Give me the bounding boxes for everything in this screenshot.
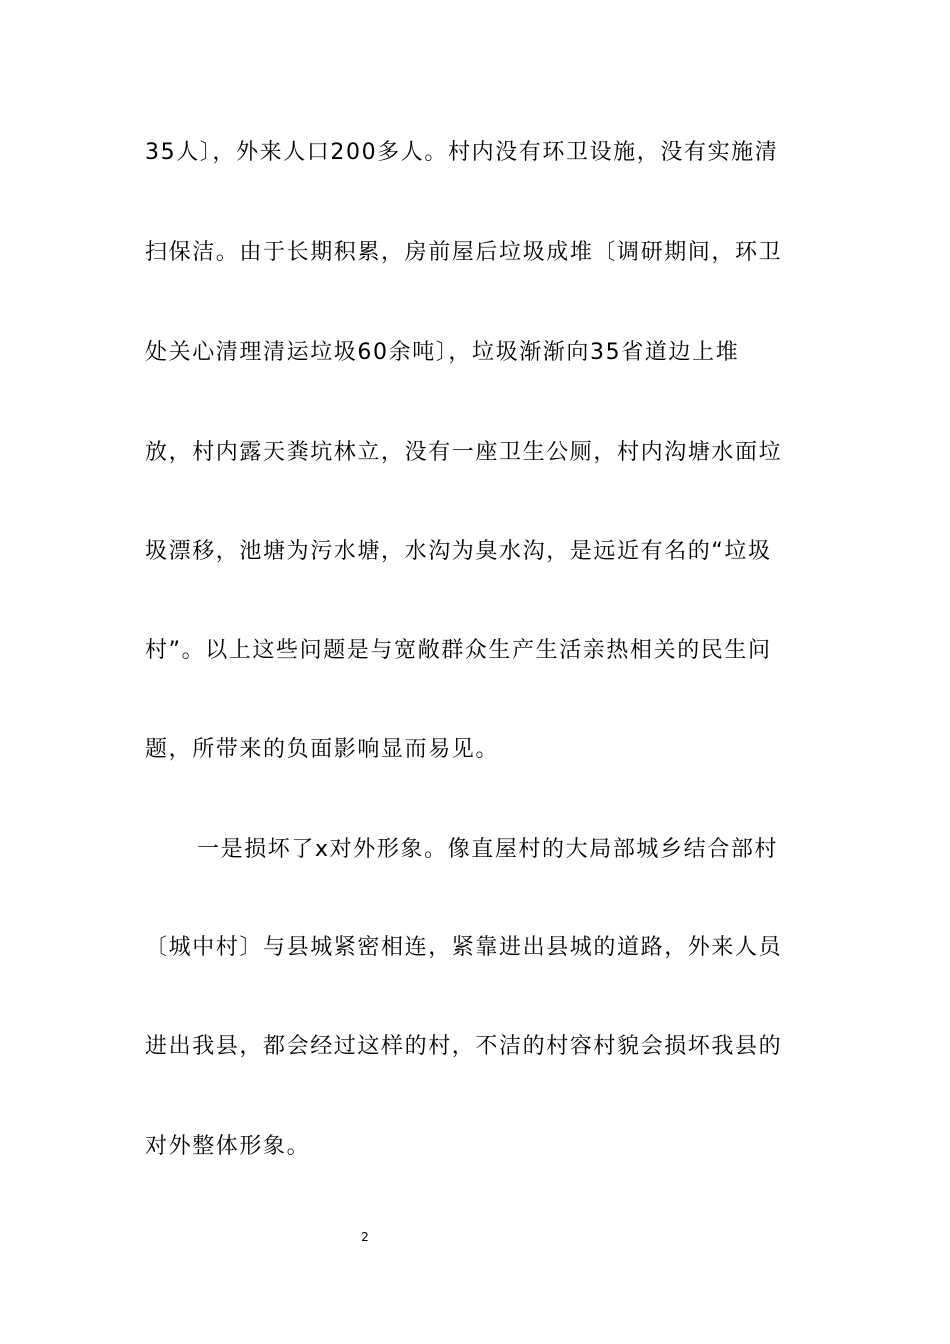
paragraph-line: 村”。以上这些问题是与宽敞群众生产生活亲热相关的民生问	[145, 638, 772, 663]
paragraph-line: 放，村内露天粪坑林立，没有一座卫生公厕，村内沟塘水面垃	[145, 440, 783, 465]
paragraph-line: 扫保洁。由于长期积累，房前屋后垃圾成堆〔调研期间，环卫	[145, 240, 783, 265]
paragraph-line: 对外整体形象。	[145, 1134, 311, 1159]
paragraph-line: 35人〕，外来人口200多人。村内没有环卫设施，没有实施清	[145, 140, 779, 165]
paragraph-line: 一是损坏了x对外形象。像直屋村的大局部城乡结合部村	[197, 837, 779, 862]
paragraph-line: 〔城中村〕与县城紧密相连，紧靠进出县城的道路，外来人员	[145, 935, 783, 960]
paragraph-line: 圾漂移，池塘为污水塘，水沟为臭水沟，是远近有名的“垃圾	[145, 539, 772, 564]
paragraph-line: 题，所带来的负面影响显而易见。	[145, 737, 500, 762]
page-number: 2	[361, 1230, 369, 1244]
paragraph-line: 处关心清理清运垃圾60余吨〕，垃圾渐渐向35省道边上堆	[145, 340, 740, 365]
paragraph-line: 进出我县，都会经过这样的村，不洁的村容村貌会损坏我县的	[145, 1034, 783, 1059]
